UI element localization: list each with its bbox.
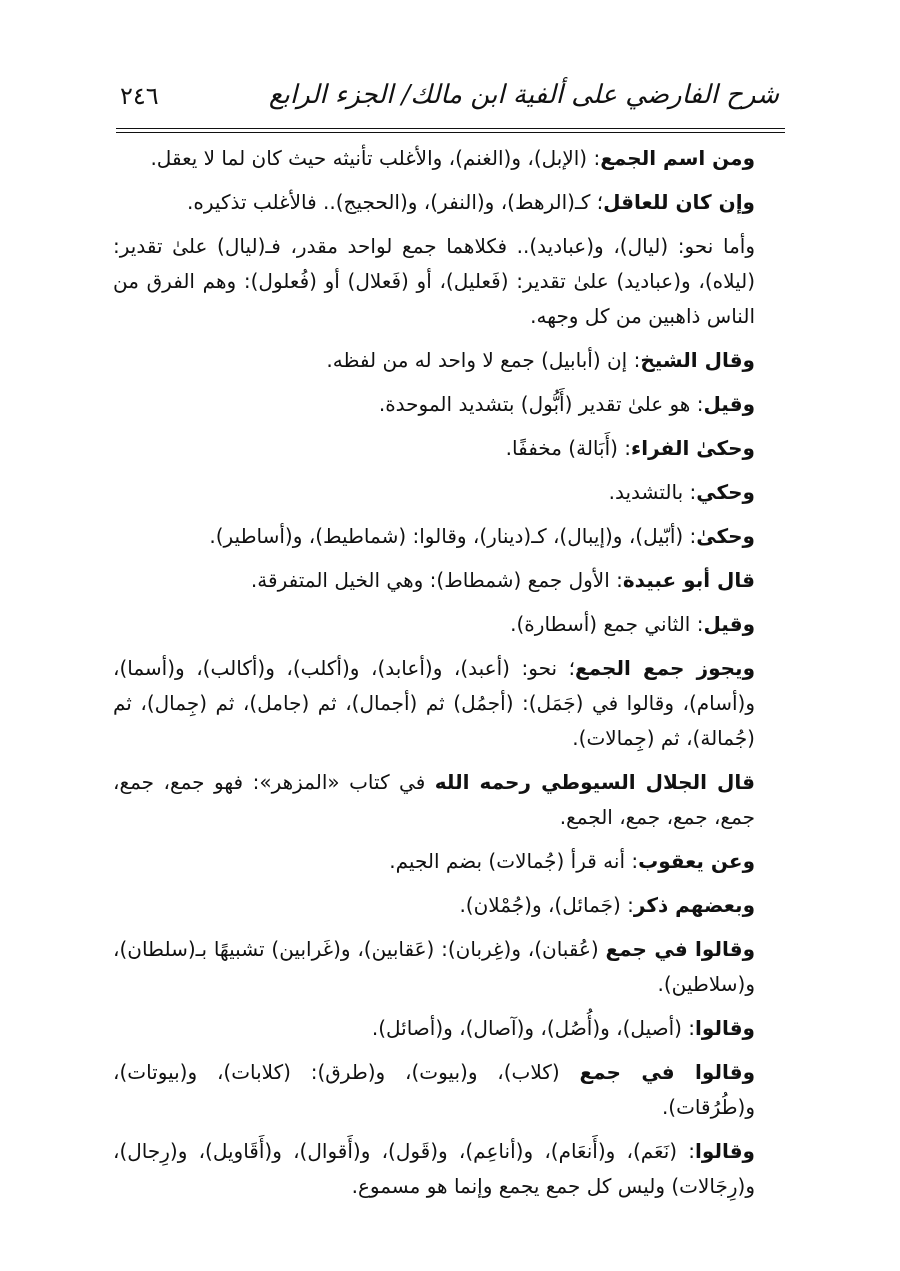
- paragraph: [113, 1134, 785, 1204]
- paragraph: [113, 519, 785, 554]
- paragraph-lead: وقالوا في جمع: [579, 1060, 755, 1084]
- paragraph: [113, 1011, 785, 1046]
- paragraph-text: : (أصيل)، و(أُصُل)، و(آصال)، و(أصائل).: [371, 1016, 696, 1040]
- main-text: [113, 141, 785, 1213]
- paragraph: [113, 343, 785, 378]
- paragraph-lead: وعن يعقوب: [638, 849, 755, 873]
- paragraph-text: : إن (أبابيل) جمع لا واحد له من لفظه.: [326, 348, 641, 372]
- paragraph: [113, 1055, 785, 1125]
- running-title: شرح الفارضي على ألفية ابن مالك/ الجزء الرابع: [268, 80, 779, 110]
- paragraph-lead: وقيل: [703, 392, 755, 416]
- paragraph-lead: وقالوا في جمع: [605, 937, 755, 961]
- paragraph-lead: وقال الشيخ: [640, 348, 755, 372]
- paragraph-lead: وحكي: [696, 480, 755, 504]
- paragraph-lead: قال الجلال السيوطي رحمه الله: [434, 770, 756, 794]
- paragraph: [113, 185, 785, 220]
- paragraph: [113, 229, 785, 334]
- paragraph: [113, 765, 785, 835]
- paragraph: [113, 888, 785, 923]
- paragraph-text: : (الإبل)، و(الغنم)، والأغلب تأنيثه حيث كان لما لا يعقل.: [150, 146, 601, 170]
- paragraph-lead: ومن اسم الجمع: [600, 146, 755, 170]
- paragraph-lead: وقالوا: [695, 1139, 755, 1163]
- header-rule-thin: [116, 132, 785, 133]
- paragraph-text: : أنه قرأ (جُمالات) بضم الجيم.: [389, 849, 639, 873]
- paragraph: [113, 607, 785, 642]
- page-header: [116, 72, 785, 128]
- paragraph-text: وأما نحو: (ليال)، و(عباديد).. فكلاهما جمع لواحد مقدر، فـ(ليال) علىٰ تقدير: (ليلاه)، و(عباديد) علىٰ تقدير: (فَعليل)، أو (فَعلال) أو (فُعلول): وهم الفرق من الناس ذاهبين من كل وجهه.: [113, 234, 755, 328]
- paragraph-text: (كلاب)، و(بيوت)، و(طرق): (كلابات)، و(بيوتات)، و(طُرُقات).: [113, 1060, 755, 1119]
- paragraph: [113, 475, 785, 510]
- page-number: ٢٤٦: [120, 82, 159, 110]
- paragraph-lead: وبعضهم ذكر: [633, 893, 755, 917]
- paragraph-text: : (جَمائل)، و(جُمْلان).: [459, 893, 634, 917]
- paragraph-lead: وقيل: [703, 612, 755, 636]
- paragraph-text: ؛ كـ(الرهط)، و(النفر)، و(الحجيج).. فالأغلب تذكيره.: [187, 190, 604, 214]
- paragraph-lead: وحكىٰ: [696, 524, 755, 548]
- paragraph-text: : الثاني جمع (أسطارة).: [510, 612, 704, 636]
- paragraph: [113, 431, 785, 466]
- paragraph-text: : الأول جمع (شمطاط): وهي الخيل المتفرقة.: [250, 568, 623, 592]
- paragraph-lead: وقالوا: [695, 1016, 755, 1040]
- paragraph-text: : (أبّيل)، و(إيبال)، كـ(دينار)، وقالوا: (شماطيط)، و(أساطير).: [209, 524, 697, 548]
- paragraph-text: : (أَبَالة) مخففًا.: [505, 436, 632, 460]
- paragraph: [113, 651, 785, 756]
- paragraph: [113, 387, 785, 422]
- paragraph-text: (عُقبان)، و(غِربان): (عَقابين)، و(غَرابين) تشبيهًا بـ(سلطان)، و(سلاطين).: [113, 937, 755, 996]
- paragraph-lead: ويجوز جمع الجمع: [574, 656, 755, 680]
- paragraph: [113, 563, 785, 598]
- paragraph-lead: قال أبو عبيدة: [622, 568, 755, 592]
- paragraph-text: : (نَعَم)، و(أَنعَام)، و(أناعِم)، و(قَول)، و(أَقوال)، و(أَقَاويل)، و(رِجال)، و(رِجَالات) وليس كل جمع يجمع وإنما هو مسموع.: [113, 1139, 755, 1198]
- paragraph: [113, 932, 785, 1002]
- header-rule: [116, 128, 785, 129]
- paragraph-text: : هو علىٰ تقدير (أَبُّول) بتشديد الموحدة.: [378, 392, 704, 416]
- paragraph: [113, 844, 785, 879]
- paragraph-lead: وحكىٰ الفراء: [631, 436, 755, 460]
- paragraph-lead: وإن كان للعاقل: [603, 190, 755, 214]
- paragraph-text: : بالتشديد.: [608, 480, 697, 504]
- paragraph-text: في كتاب «المزهر»: فهو جمع، جمع، جمع، جمع، جمع، الجمع.: [113, 770, 755, 829]
- paragraph: [113, 141, 785, 176]
- paragraph-text: ؛ نحو: (أعبد)، و(أعابد)، و(أكلب)، و(أكالب)، و(أسما)، و(أسام)، وقالوا في (جَمَل): (أجمُل) ثم (أجمال)، ثم (جامل)، ثم (جِمال)، ثم (جُمالة)، ثم (جِمالات).: [113, 656, 755, 750]
